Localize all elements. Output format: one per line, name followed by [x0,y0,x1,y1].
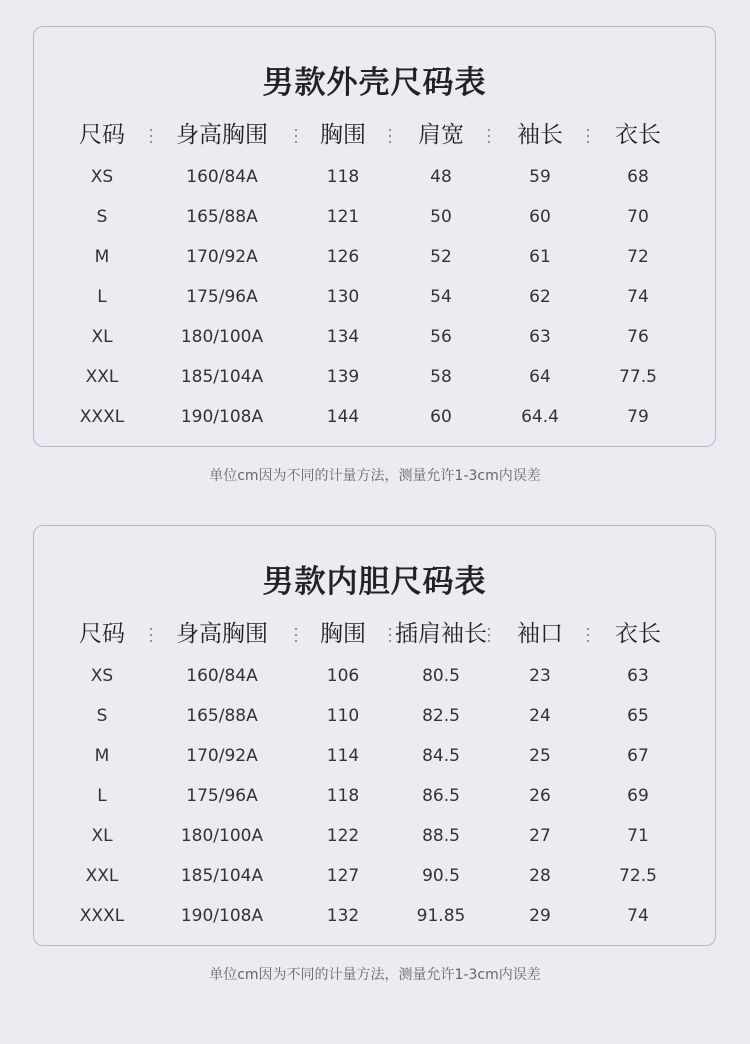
table-cell: 23 [529,666,551,686]
table-cell: 52 [430,247,452,267]
table-cell: 106 [326,666,360,686]
table-cell: 74 [627,287,649,307]
column-header: 胸围 [320,122,366,148]
column-separator [587,625,590,643]
column-separator [150,126,153,144]
table-cell: XXL [85,367,119,387]
column-header: 肩宽 [418,122,464,148]
table-cell: 71 [627,826,649,846]
table-cell: 91.85 [416,906,466,926]
table-cell: XXXL [79,906,125,926]
table-cell: 26 [529,786,551,806]
table-cell: 58 [430,367,452,387]
measurement-note: 单位cm因为不同的计量方法，测量允许1-3cm内误差 [209,468,541,484]
table-cell: 79 [627,407,649,427]
table-row [34,896,717,936]
column-header: 尺码 [79,122,125,148]
table-cell: 63 [529,327,551,347]
table-cell: 84.5 [422,746,460,766]
table-cell: 130 [326,287,360,307]
table-cell: 180/100A [180,826,264,846]
table-cell: 63 [627,666,649,686]
table-cell: 72.5 [619,866,657,886]
table-cell: 29 [529,906,551,926]
table-cell: 50 [430,207,452,227]
table-cell: 25 [529,746,551,766]
table-cell: 126 [326,247,360,267]
table-cell: 170/92A [186,247,258,267]
table-row [34,397,717,437]
table-cell: 74 [627,906,649,926]
table-row [34,696,717,736]
table-cell: XL [91,826,113,846]
table-cell: 160/84A [186,167,258,187]
column-separator [295,126,298,144]
table-row [34,656,717,696]
table-row [34,776,717,816]
table-cell: 27 [529,826,551,846]
table-cell: 175/96A [186,287,258,307]
column-separator [389,625,392,643]
column-header: 身高胸围 [176,621,268,647]
table-cell: L [97,287,107,307]
table-row [34,736,717,776]
table-cell: 90.5 [422,866,460,886]
table-cell: 68 [627,167,649,187]
table-row [34,856,717,896]
column-separator [488,126,491,144]
inner-liner-size-table [33,525,716,946]
column-separator [295,625,298,643]
column-header: 尺码 [79,621,125,647]
table-cell: 185/104A [180,866,264,886]
table-cell: L [97,786,107,806]
table-cell: 185/104A [180,367,264,387]
column-header: 袖口 [517,621,563,647]
column-separator [488,625,491,643]
table-row [34,277,717,317]
table-cell: 175/96A [186,786,258,806]
table-cell: S [96,207,108,227]
table-cell: 139 [326,367,360,387]
table-cell: 64.4 [521,407,559,427]
column-separator [587,126,590,144]
table-cell: 118 [326,167,360,187]
table-cell: 54 [430,287,452,307]
table-row [34,357,717,397]
column-separator [389,126,392,144]
table-cell: XXXL [79,407,125,427]
table-cell: 121 [326,207,360,227]
table-cell: XXL [85,866,119,886]
table-cell: 59 [529,167,551,187]
table-cell: 76 [627,327,649,347]
table-cell: 118 [326,786,360,806]
table-title: 男款外壳尺码表 [262,65,487,101]
table-cell: 62 [529,287,551,307]
table-cell: 160/84A [186,666,258,686]
table-cell: 127 [326,866,360,886]
column-separator [150,625,153,643]
table-cell: 70 [627,207,649,227]
table-cell: 132 [326,906,360,926]
table-cell: 80.5 [422,666,460,686]
table-cell: 86.5 [422,786,460,806]
table-cell: 67 [627,746,649,766]
column-header: 袖长 [517,122,563,148]
table-cell: 24 [529,706,551,726]
table-row [34,237,717,277]
table-cell: S [96,706,108,726]
table-cell: 122 [326,826,360,846]
table-cell: 134 [326,327,360,347]
table-row [34,816,717,856]
table-cell: 114 [326,746,360,766]
table-cell: XS [90,666,114,686]
table-cell: M [94,247,110,267]
table-title: 男款内胆尺码表 [262,564,487,600]
table-cell: 180/100A [180,327,264,347]
column-header: 衣长 [615,122,661,148]
table-header [34,614,717,654]
table-cell: 60 [529,207,551,227]
table-cell: 88.5 [422,826,460,846]
measurement-note: 单位cm因为不同的计量方法，测量允许1-3cm内误差 [209,967,541,983]
table-cell: 60 [430,407,452,427]
column-header: 胸围 [320,621,366,647]
table-cell: 64 [529,367,551,387]
table-cell: 65 [627,706,649,726]
table-cell: 48 [430,167,452,187]
table-cell: 110 [326,706,360,726]
table-cell: 56 [430,327,452,347]
table-cell: 61 [529,247,551,267]
table-cell: 170/92A [186,746,258,766]
table-row [34,157,717,197]
table-cell: M [94,746,110,766]
table-cell: 165/88A [186,207,258,227]
outer-shell-size-table [33,26,716,447]
table-cell: 144 [326,407,360,427]
table-cell: 165/88A [186,706,258,726]
table-header [34,115,717,155]
table-cell: 69 [627,786,649,806]
table-cell: XS [90,167,114,187]
table-cell: 72 [627,247,649,267]
table-cell: 190/108A [180,906,264,926]
column-header: 身高胸围 [176,122,268,148]
table-cell: 77.5 [619,367,657,387]
table-row [34,197,717,237]
table-cell: XL [91,327,113,347]
column-header: 插肩袖长 [395,621,487,647]
table-row [34,317,717,357]
table-cell: 190/108A [180,407,264,427]
table-cell: 28 [529,866,551,886]
table-cell: 82.5 [422,706,460,726]
column-header: 衣长 [615,621,661,647]
